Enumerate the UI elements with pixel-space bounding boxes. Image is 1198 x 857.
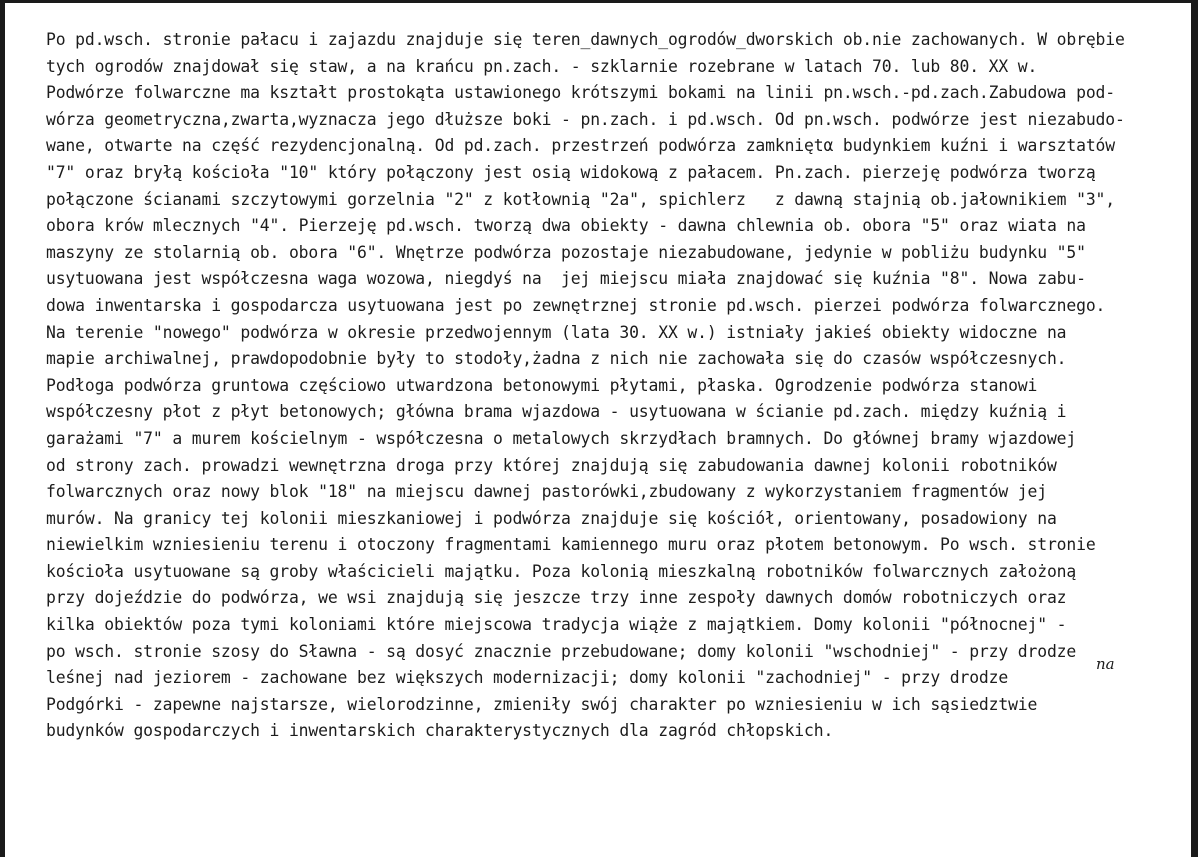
text-line: Podłoga podwórza gruntowa częściowo utwardzona betonowymi płytami, płaska. Ogrodzenie podwórza stanowi	[46, 375, 1038, 395]
text-line: połączone ścianami szczytowymi gorzelnia "2" z kotłownią "2a", spichlerz z dawną stajnią ob.jałownikiem "3",	[46, 189, 1115, 209]
text-line: garażami "7" a murem kościelnym - współczesna o metalowych skrzydłach bramnych. Do głównej bramy wjazdowej	[46, 428, 1077, 448]
text-line: dowa inwentarska i gospodarcza usytuowana jest po zewnętrznej stronie pd.wsch. pierzei podwórza folwarcznego.	[46, 295, 1106, 315]
text-line: wórza geometryczna,zwarta,wyznacza jego dłuższe boki - pn.zach. i pd.wsch. Od pn.wsch. podwórze jest niezabudo-	[46, 109, 1125, 129]
text-line: usytuowana jest współczesna waga wozowa, niegdyś na jej miejscu miała znajdować się kuźnia "8". Nowa zabu-	[46, 269, 1086, 289]
text-line: "7" oraz bryłą kościoła "10" który połączony jest osią widokową z pałacem. Pn.zach. pierzeję podwórza tworzą	[46, 162, 1096, 182]
text-line: mapie archiwalnej, prawdopodobnie były to stodoły,żadna z nich nie zachowała się do czasów współczesnych.	[46, 349, 1067, 369]
text-line: tych ogrodów znajdował się staw, a na krańcu pn.zach. - szklarnie rozebrane w latach 70. lub 80. XX w.	[46, 56, 1038, 76]
text-line: przy dojeździe do podwórza, we wsi znajdują się jeszcze trzy inne zespoły dawnych domów robotniczych oraz	[46, 588, 1067, 608]
text-line: od strony zach. prowadzi wewnętrzna droga przy której znajdują się zabudowania dawnej kolonii robotników	[46, 455, 1057, 475]
text-line: folwarcznych oraz nowy blok "18" na miejscu dawnej pastorówki,zbudowany z wykorzystaniem fragmentów jej	[46, 482, 1047, 502]
text-line: wane, otwarte na część rezydencjonalną. Od pd.zach. przestrzeń podwórza zamkniętα budynkiem kuźni i warsztatów	[46, 136, 1115, 156]
text-line: Podwórze folwarczne ma kształt prostokąta ustawionego krótszymi bokami na linii pn.wsch.-pd.zach.Zabudowa pod-	[46, 83, 1115, 103]
text-line: współczesny płot z płyt betonowych; główna brama wjazdowa - usytuowana w ścianie pd.zach. między kuźnią i	[46, 402, 1067, 422]
text-line: Na terenie "nowego" podwórza w okresie przedwojennym (lata 30. XX w.) istniały jakieś obiekty widoczne na	[46, 322, 1067, 342]
text-line: Po pd.wsch. stronie pałacu i zajazdu znajduje się teren_dawnych_ogrodów_dworskich ob.nie zachowanych. W obrębie	[46, 30, 1125, 49]
text-line: obora krów mlecznych "4". Pierzeję pd.wsch. tworzą dwa obiekty - dawna chlewnia ob. obora "5" oraz wiata na	[46, 216, 1086, 236]
text-line: po wsch. stronie szosy do Sławna - są dosyć znacznie przebudowane; domy kolonii "wschodniej" - przy drodze	[46, 641, 1077, 661]
text-line: niewielkim wzniesieniu terenu i otoczony fragmentami kamiennego muru oraz płotem betonowym. Po wsch. stronie	[46, 535, 1096, 555]
scan-border-top	[0, 0, 1198, 3]
handwritten-note: na	[1096, 655, 1115, 673]
text-line: Podgórki - zapewne najstarsze, wielorodzinne, zmieniły swój charakter po wzniesieniu w ich sąsiedztwie	[46, 694, 1038, 714]
text-line: budynków gospodarczych i inwentarskich charakterystycznych dla zagród chłopskich.	[46, 721, 834, 741]
text-line: leśnej nad jeziorem - zachowane bez większych modernizacji; domy kolonii "zachodniej" - przy drodze	[46, 668, 1009, 688]
text-line: maszyny ze stolarnią ob. obora "6". Wnętrze podwórza pozostaje niezabudowane, jedynie w pobliżu budynku "5"	[46, 242, 1086, 262]
scan-border-left	[0, 0, 5, 857]
text-line: murów. Na granicy tej kolonii mieszkaniowej i podwórza znajduje się kościół, orientowany, posadowiony na	[46, 508, 1057, 528]
typed-text-body	[46, 27, 1186, 745]
text-line: kilka obiektów poza tymi koloniami które miejscowa tradycja wiąże z majątkiem. Domy kolonii "północnej" -	[46, 615, 1067, 635]
scan-border-right	[1191, 0, 1198, 857]
text-line: kościoła usytuowane są groby właścicieli majątku. Poza kolonią mieszkalną robotników folwarcznych założoną	[46, 561, 1077, 581]
